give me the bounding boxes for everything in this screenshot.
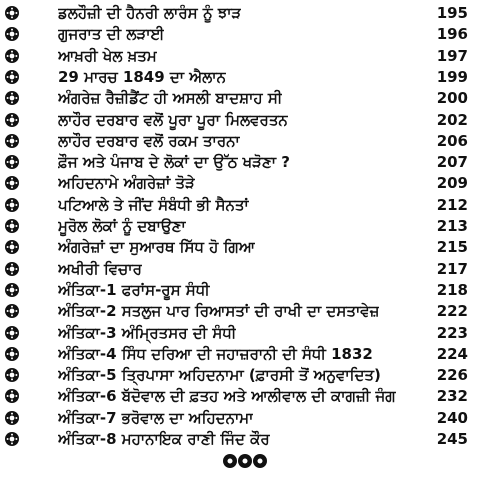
toc-entry	[0, 236, 480, 258]
toc-entry	[0, 215, 480, 237]
toc-entry-page-number: 196	[436, 25, 468, 44]
flower-bullet-icon	[4, 410, 20, 426]
toc-entry-title: ਗੁਜਰਾਤ ਦੀ ਲੜਾਈ	[58, 25, 165, 44]
toc-entry-page-number: 212	[436, 195, 468, 214]
flower-bullet-icon	[4, 388, 20, 404]
toc-entry	[0, 258, 480, 280]
toc-entry-title: ਅੰਗਰੇਜ਼ਾਂ ਦਾ ਸੁਆਰਥ ਸਿੱਧ ਹੋ ਗਿਆ	[58, 238, 256, 257]
toc-entry	[0, 300, 480, 322]
flower-bullet-icon	[4, 325, 20, 341]
flower-bullet-icon	[4, 239, 20, 255]
flower-bullet-icon	[4, 303, 20, 319]
toc-entry-title: ਅੰਤਿਕਾ-4 ਸਿੰਧ ਦਰਿਆ ਦੀ ਜਹਾਜ਼ਰਾਨੀ ਦੀ ਸੰਧੀ 1832	[58, 344, 373, 363]
toc-entry-title: ਅੰਤਿਕਾ-1 ਫਰਾਂਸ-ਰੂਸ ਸੰਧੀ	[58, 280, 210, 299]
toc-entry-page-number: 218	[436, 280, 468, 299]
toc-entry-title: 29 ਮਾਰਚ 1849 ਦਾ ਐਲਾਨ	[58, 67, 226, 86]
toc-entry-page-number: 200	[436, 89, 468, 108]
toc-entry	[0, 407, 480, 429]
toc-entry	[0, 172, 480, 194]
flower-bullet-icon	[4, 69, 20, 85]
toc-entry-title: ਅੰਤਿਕਾ-5 ਤ੍ਰਿਪਾਸਾ ਅਹਿਦਨਾਮਾ (ਫ਼ਾਰਸੀ ਤੋਂ ਅਨੁਵਾਦਿਤ)	[58, 366, 381, 385]
flower-bullet-icon	[4, 175, 20, 191]
toc-entry	[0, 130, 480, 152]
toc-entry	[0, 428, 480, 450]
toc-entry-title: ਅੰਤਿਕਾ-6 ਬੱਦੋਵਾਲ ਦੀ ਫ਼ਤਹ ਅਤੇ ਆਲੀਵਾਲ ਦੀ ਕਾਗਜ਼ੀ ਜੰਗ	[58, 387, 396, 406]
toc-entry-page-number: 207	[436, 153, 468, 172]
toc-entry-page-number: 215	[436, 238, 468, 257]
toc-entry-title: ਅੰਤਿਕਾ-7 ਭਰੋਵਾਲ ਦਾ ਅਹਿਦਨਾਮਾ	[58, 408, 254, 427]
toc-entry	[0, 151, 480, 173]
flower-bullet-icon	[4, 112, 20, 128]
toc-entry-title: ਲਾਹੌਰ ਦਰਬਾਰ ਵਲੋਂ ਰਕਮ ਤਾਰਨਾ	[58, 131, 240, 150]
toc-entry-page-number: 197	[436, 46, 468, 65]
toc-entry-page-number: 206	[436, 131, 468, 150]
toc-entry-page-number: 222	[436, 302, 468, 321]
flower-bullet-icon	[4, 261, 20, 277]
toc-entry-title: ਅੰਤਿਕਾ-8 ਮਹਾਨਾਇਕ ਰਾਣੀ ਜਿੰਦ ਕੌਰ	[58, 430, 270, 448]
toc-entry-title: ਆਖ਼ਰੀ ਖੇਲ ਖ਼ਤਮ	[58, 46, 157, 65]
toc-entry-page-number: 240	[436, 408, 468, 427]
flower-bullet-icon	[4, 154, 20, 170]
toc-entry-page-number: 232	[436, 387, 468, 406]
toc-entry-page-number: 224	[436, 344, 468, 363]
toc-entry	[0, 279, 480, 301]
toc-entry-page-number: 213	[436, 217, 468, 235]
toc-entry-page-number: 195	[436, 4, 468, 22]
toc-entry-page-number: 202	[436, 110, 468, 129]
toc-entry	[0, 364, 480, 386]
toc-entry-title: ਅਹਿਦਨਾਮੇ ਅੰਗਰੇਜ਼ਾਂ ਤੋੜੇ	[58, 174, 195, 193]
toc-entry-page-number: 226	[436, 366, 468, 385]
toc-entry	[0, 45, 480, 67]
flower-bullet-icon	[4, 26, 20, 42]
flower-bullet-icon	[4, 133, 20, 149]
flower-bullet-icon	[4, 218, 20, 234]
toc-entry	[0, 385, 480, 407]
toc-entry-page-number: 217	[436, 259, 468, 278]
toc-entry-title: ਫ਼ੌਜ ਅਤੇ ਪੰਜਾਬ ਦੇ ਲੋਕਾਂ ਦਾ ਉੱਠ ਖੜੋਣਾ ?	[58, 153, 290, 172]
toc-entry-page-number: 209	[436, 174, 468, 193]
toc-entry	[0, 2, 480, 24]
toc-entry	[0, 343, 480, 365]
toc-entry-page-number: 223	[436, 323, 468, 342]
flower-bullet-icon	[4, 431, 20, 447]
toc-entry	[0, 322, 480, 344]
flower-bullet-icon	[4, 5, 20, 21]
flower-bullet-icon	[4, 197, 20, 213]
flower-bullet-icon	[4, 282, 20, 298]
toc-entry-title: ਅਖੀਰੀ ਵਿਚਾਰ	[58, 259, 142, 278]
flower-bullet-icon	[4, 90, 20, 106]
toc-entry	[0, 66, 480, 88]
toc-entry	[0, 87, 480, 109]
toc-entry-title: ਅੰਤਿਕਾ-3 ਅੰਮ੍ਰਿਤਸਰ ਦੀ ਸੰਧੀ	[58, 323, 237, 342]
toc-entry-title: ਅੰਗਰੇਜ਼ ਰੈਜ਼ੀਡੈਂਟ ਹੀ ਅਸਲੀ ਬਾਦਸ਼ਾਹ ਸੀ	[58, 89, 283, 108]
toc-entry	[0, 194, 480, 216]
toc-entry-page-number: 199	[436, 67, 468, 86]
toc-entry-page-number: 245	[436, 430, 468, 448]
end-ornament-icon	[222, 453, 268, 469]
toc-entry-title: ਅੰਤਿਕਾ-2 ਸਤਲੁਜ ਪਾਰ ਰਿਆਸਤਾਂ ਦੀ ਰਾਖੀ ਦਾ ਦਸਤਾਵੇਜ਼	[58, 302, 380, 321]
flower-bullet-icon	[4, 367, 20, 383]
flower-bullet-icon	[4, 346, 20, 362]
toc-entry-title: ਡਲਹੌਜ਼ੀ ਦੀ ਹੈਨਰੀ ਲਾਰੰਸ ਨੂੰ ਝਾੜ	[58, 4, 242, 22]
toc-entry-title: ਲਾਹੌਰ ਦਰਬਾਰ ਵਲੋਂ ਪੂਰਾ ਪੂਰਾ ਮਿਲਵਰਤਨ	[58, 110, 288, 129]
toc-entry-title: ਮੂਰੋਲ ਲੋਕਾਂ ਨੂੰ ਦਬਾਉਣਾ	[58, 217, 186, 235]
flower-bullet-icon	[4, 48, 20, 64]
toc-entry-title: ਪਟਿਆਲੇ ਤੇ ਜੀਂਦ ਸੰਬੰਧੀ ਭੀ ਸੈਨਤਾਂ	[58, 195, 249, 214]
toc-entry	[0, 109, 480, 131]
toc-entry	[0, 23, 480, 45]
